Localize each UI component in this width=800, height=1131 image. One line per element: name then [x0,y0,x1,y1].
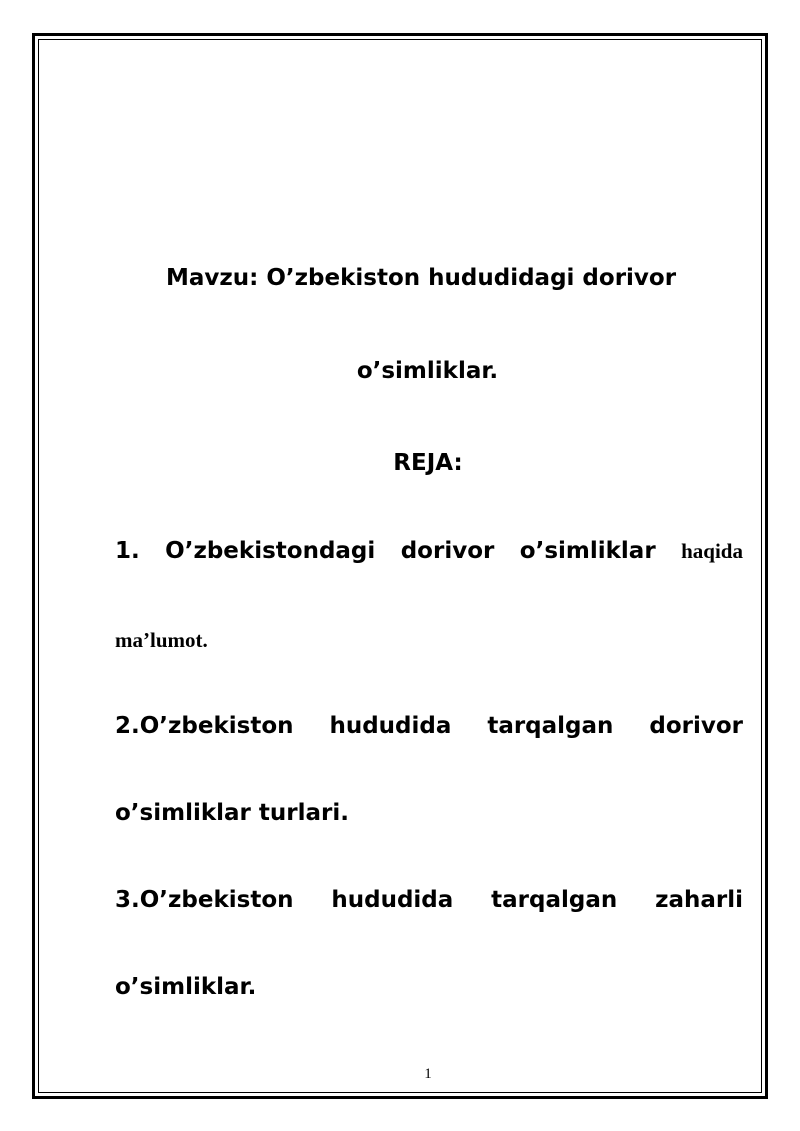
plan-item-3-word: zaharli [655,887,743,913]
title-line-1: Mavzu: O’zbekiston hududidagi dorivor [166,265,677,291]
plan-item-2-word: dorivor [649,713,743,739]
plan-item-1-continuation: ma’lumot. [115,628,208,652]
plan-heading: REJA: [393,450,463,476]
plan-item-3-word: hududida [331,887,454,913]
plan-item-3 [115,885,743,915]
plan-item-1-word: O’zbekistondagi [165,538,376,564]
plan-item-2-word: tarqalgan [487,713,614,739]
plan-item-1 [115,536,743,566]
plan-item-3-continuation: o’simliklar. [115,974,257,1000]
plan-item-1-word: 1. [115,538,140,564]
page-border-inner [38,39,762,1093]
plan-item-1-word: dorivor [400,538,495,564]
plan-item-2 [115,711,743,741]
plan-item-3-word: 3.O’zbekiston [115,887,294,913]
plan-item-3-word: tarqalgan [491,887,618,913]
plan-item-1-word: haqida [681,539,743,563]
plan-item-2-continuation: o’simliklar turlari. [115,800,349,826]
page-number: 1 [424,1066,432,1082]
plan-item-1-word: o’simliklar [519,538,656,564]
plan-item-2-word: hududida [329,713,452,739]
plan-item-2-word: 2.O’zbekiston [115,713,294,739]
title-line-2: o’simliklar. [356,358,499,384]
